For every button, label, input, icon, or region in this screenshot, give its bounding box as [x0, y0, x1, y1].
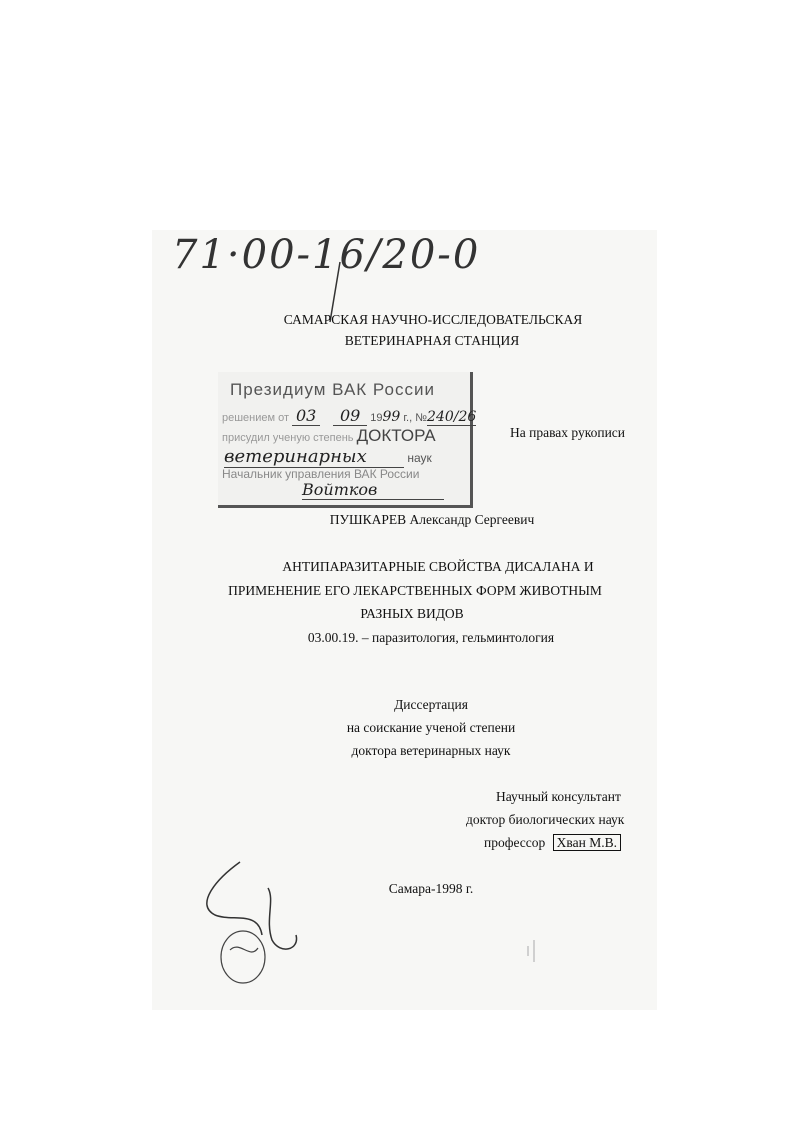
- stamp-date-prefix: решением от: [222, 412, 290, 424]
- author-name: ПУШКАРЕВ Александр Сергеевич: [329, 512, 535, 527]
- consultant-role: Научный консультант: [496, 789, 621, 804]
- consultant-degree: доктор биологических наук: [466, 812, 625, 827]
- stamp-field: ветеринарных: [224, 446, 404, 468]
- stamp-degree-prefix: присудил ученую степень: [222, 432, 354, 444]
- organization-line-2: ВЕТЕРИНАРНАЯ СТАНЦИЯ: [344, 333, 520, 348]
- stamp-field-row: [224, 446, 432, 468]
- title-line-2: ПРИМЕНЕНИЕ ЕГО ЛЕКАРСТВЕННЫХ ФОРМ ЖИВОТНЫМ: [228, 583, 602, 598]
- stamp-day: 03: [292, 406, 320, 426]
- stamp-signature-row: [302, 480, 444, 500]
- consultant-title: профессор: [484, 835, 546, 850]
- consultant-title-row: [484, 835, 621, 851]
- stamp-degree: ДОКТОРА: [356, 426, 436, 445]
- stamp-number: 240/26: [427, 409, 477, 425]
- stamp-date-row: [222, 406, 476, 426]
- dissertation-line-3: доктора ветеринарных наук: [351, 743, 511, 758]
- stamp-signature: Войтков: [302, 480, 444, 500]
- consultant-name: Хван М.В.: [553, 834, 621, 851]
- stamp-month: 09: [333, 406, 367, 426]
- dissertation-line-2: на соискание ученой степени: [346, 720, 516, 735]
- stamp-year-suffix: 99: [382, 409, 401, 425]
- stamp-field-suffix: наук: [407, 451, 432, 465]
- specialty: 03.00.19. – паразитология, гельминтология: [307, 630, 555, 645]
- dissertation-line-1: Диссертация: [394, 697, 468, 712]
- organization-line-1: САМАРСКАЯ НАУЧНО-ИССЛЕДОВАТЕЛЬСКАЯ: [283, 312, 583, 327]
- stamp-degree-row: [222, 426, 436, 446]
- title-line-1: АНТИПАРАЗИТАРНЫЕ СВОЙСТВА ДИСАЛАНА И: [282, 559, 594, 574]
- stamp-head: Начальник управления ВАК России: [222, 467, 420, 481]
- place-year: Самара-1998 г.: [388, 881, 474, 896]
- manuscript-note: На правах рукописи: [510, 425, 626, 440]
- vak-stamp: [218, 372, 477, 508]
- title-line-3: РАЗНЫХ ВИДОВ: [360, 606, 464, 621]
- stamp-line-1: Президиум ВАК России: [230, 380, 435, 399]
- stamp-year-prefix: 19: [370, 412, 383, 424]
- stamp-number-prefix: г., №: [403, 412, 428, 424]
- handwritten-code: 71·00-16/20-0: [172, 232, 481, 278]
